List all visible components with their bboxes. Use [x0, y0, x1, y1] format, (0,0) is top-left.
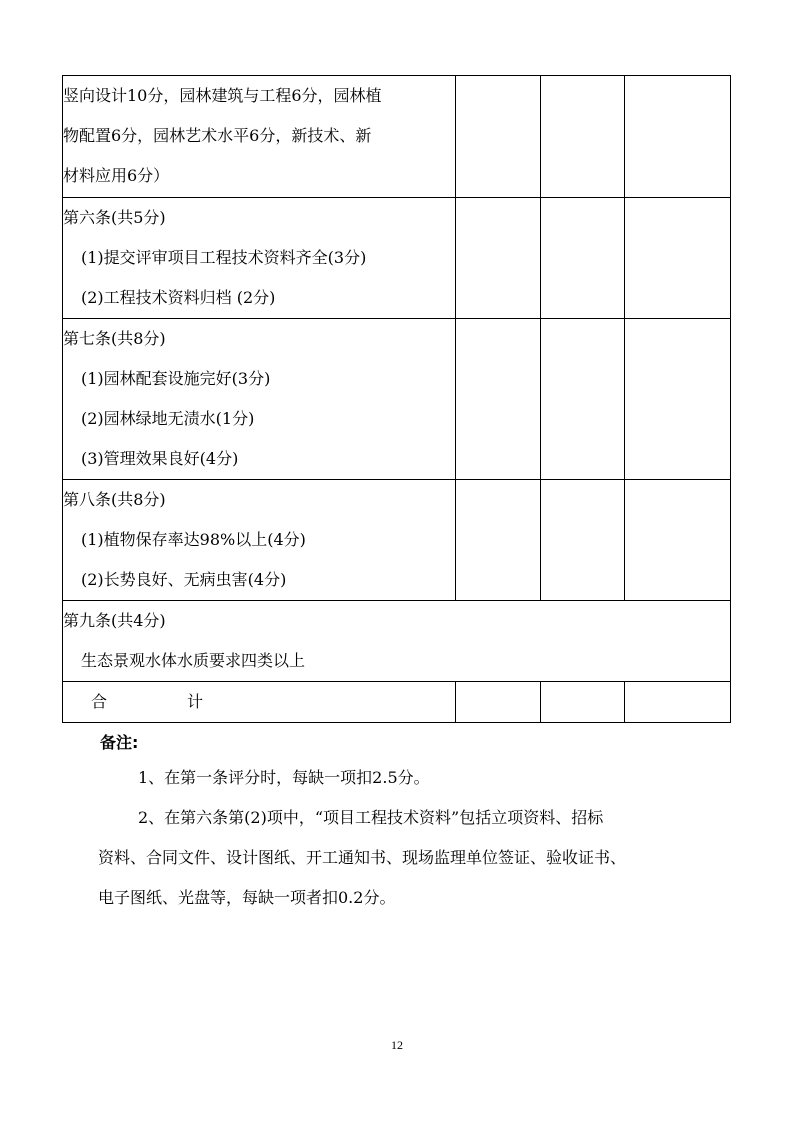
criteria-item: (2)园林绿地无渍水(1分) — [81, 409, 255, 428]
score-cell[interactable] — [625, 319, 731, 480]
table-row — [63, 601, 731, 682]
score-cell[interactable] — [541, 198, 625, 319]
criteria-item: (1)植物保存率达98%以上(4分) — [81, 530, 306, 549]
criteria-item: 生态景观水体水质要求四类以上 — [81, 651, 306, 670]
table-row — [63, 198, 731, 319]
criteria-line: 竖向设计10分，园林建筑与工程6分，园林植 — [63, 86, 382, 105]
criteria-cell — [63, 198, 456, 319]
criteria-line: 物配置6分，园林艺术水平6分，新技术、新 — [63, 126, 372, 145]
note-2-line: 资料、合同文件、设计图纸、开工通知书、现场监理单位签证、验收证书、 — [98, 848, 627, 867]
table-row — [63, 76, 731, 198]
score-cell[interactable] — [625, 480, 731, 601]
score-cell[interactable] — [456, 198, 541, 319]
score-cell[interactable] — [456, 76, 541, 198]
score-cell[interactable] — [456, 480, 541, 601]
score-cell[interactable] — [456, 319, 541, 480]
score-table — [62, 75, 731, 723]
total-label-cell — [63, 682, 456, 723]
notes-section — [100, 728, 720, 918]
score-cell[interactable] — [456, 682, 541, 723]
score-cell[interactable] — [541, 682, 625, 723]
notes-title: 备注: — [100, 733, 139, 752]
criteria-item: (2)工程技术资料归档 (2分) — [81, 288, 276, 307]
score-cell[interactable] — [541, 319, 625, 480]
note-1: 1、在第一条评分时，每缺一项扣2.5分。 — [138, 768, 430, 787]
table-row-total — [63, 682, 731, 723]
total-label-left: 合 — [91, 692, 108, 711]
score-cell[interactable] — [541, 480, 625, 601]
table-row — [63, 319, 731, 480]
criteria-cell — [63, 480, 456, 601]
score-cell[interactable] — [625, 76, 731, 198]
article-title: 第八条(共8分) — [63, 490, 166, 509]
total-label-right: 计 — [187, 692, 204, 711]
criteria-line: 材料应用6分） — [63, 166, 170, 185]
table-row — [63, 480, 731, 601]
page-number: 12 — [391, 1038, 403, 1052]
score-cell[interactable] — [625, 198, 731, 319]
article-title: 第七条(共8分) — [63, 329, 166, 348]
note-2-line: 2、在第六条第(2)项中，“项目工程技术资料”包括立项资料、招标 — [138, 808, 604, 827]
article-title: 第六条(共5分) — [63, 208, 166, 227]
criteria-item: (1)园林配套设施完好(3分) — [81, 369, 271, 388]
criteria-cell — [63, 319, 456, 480]
criteria-item: (2)长势良好、无病虫害(4分) — [81, 570, 287, 589]
criteria-item: (1)提交评审项目工程技术资料齐全(3分) — [81, 248, 367, 267]
score-cell[interactable] — [625, 682, 731, 723]
article-title: 第九条(共4分) — [63, 611, 166, 630]
criteria-cell — [63, 76, 456, 198]
score-cell[interactable] — [541, 76, 625, 198]
criteria-item: (3)管理效果良好(4分) — [81, 449, 239, 468]
criteria-cell-merged — [63, 601, 731, 682]
note-2-line: 电子图纸、光盘等，每缺一项者扣0.2分。 — [98, 888, 396, 907]
